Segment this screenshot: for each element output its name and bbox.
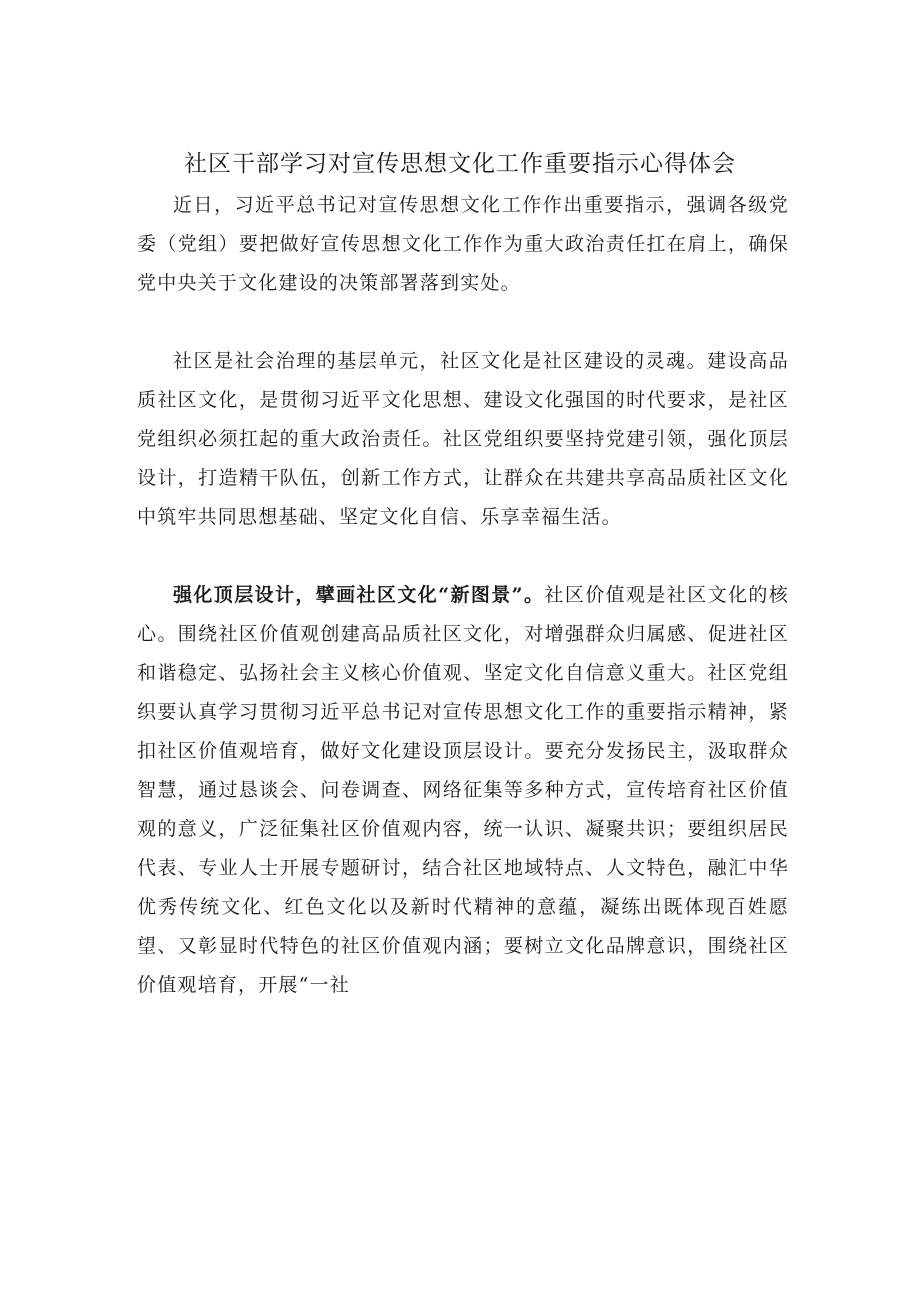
paragraph-text: 社区价值观是社区文化的核心。围绕社区价值观创建高品质社区文化，对增强群众归属感、促进社区和谐稳定、弘扬社会主义核心价值观、坚定文化自信意义重大。社区党组织要认真学习贯彻习近平总书记对宣传思想文化工作的重要指示精神，紧扣社区价值观培育，做好文化建设顶层设计。要充分发扬民主，汲取群众智慧，通过恳谈会、问卷调查、网络征集等多种方式，宣传培育社区价值观的意义，广泛征集社区价值观内容，统一认识、凝聚共识；要组织居民代表、专业人士开展专题研讨，结合社区地域特点、人文特色，融汇中华优秀传统文化、红色文化以及新时代精神的意蕴，凝练出既体现百姓愿望、又彰显时代特色的社区价值观内涵；要树立文化品牌意识，围绕社区价值观培育，开展“一社 [137, 584, 789, 996]
paragraph-top-level-design [137, 576, 789, 1005]
paragraph-lead-heading: 强化顶层设计，擘画社区文化“新图景”。 [173, 584, 545, 606]
document-title: 社区干部学习对宣传思想文化工作重要指示心得体会 [184, 151, 736, 177]
paragraph-community [137, 342, 789, 537]
paragraph-intro [137, 186, 789, 303]
paragraph-text: 社区是社会治理的基层单元，社区文化是社区建设的灵魂。建设高品质社区文化，是贯彻习近平文化思想、建设文化强国的时代要求，是社区党组织必须扛起的重大政治责任。社区党组织要坚持党建引领，强化顶层设计，打造精干队伍，创新工作方式，让群众在共建共享高品质社区文化中筑牢共同思想基础、坚定文化自信、乐享幸福生活。 [137, 350, 789, 528]
paragraph-text: 近日，习近平总书记对宣传思想文化工作作出重要指示，强调各级党委（党组）要把做好宣传思想文化工作作为重大政治责任扛在肩上，确保党中央关于文化建设的决策部署落到实处。 [137, 194, 789, 294]
document-body [137, 186, 789, 1005]
